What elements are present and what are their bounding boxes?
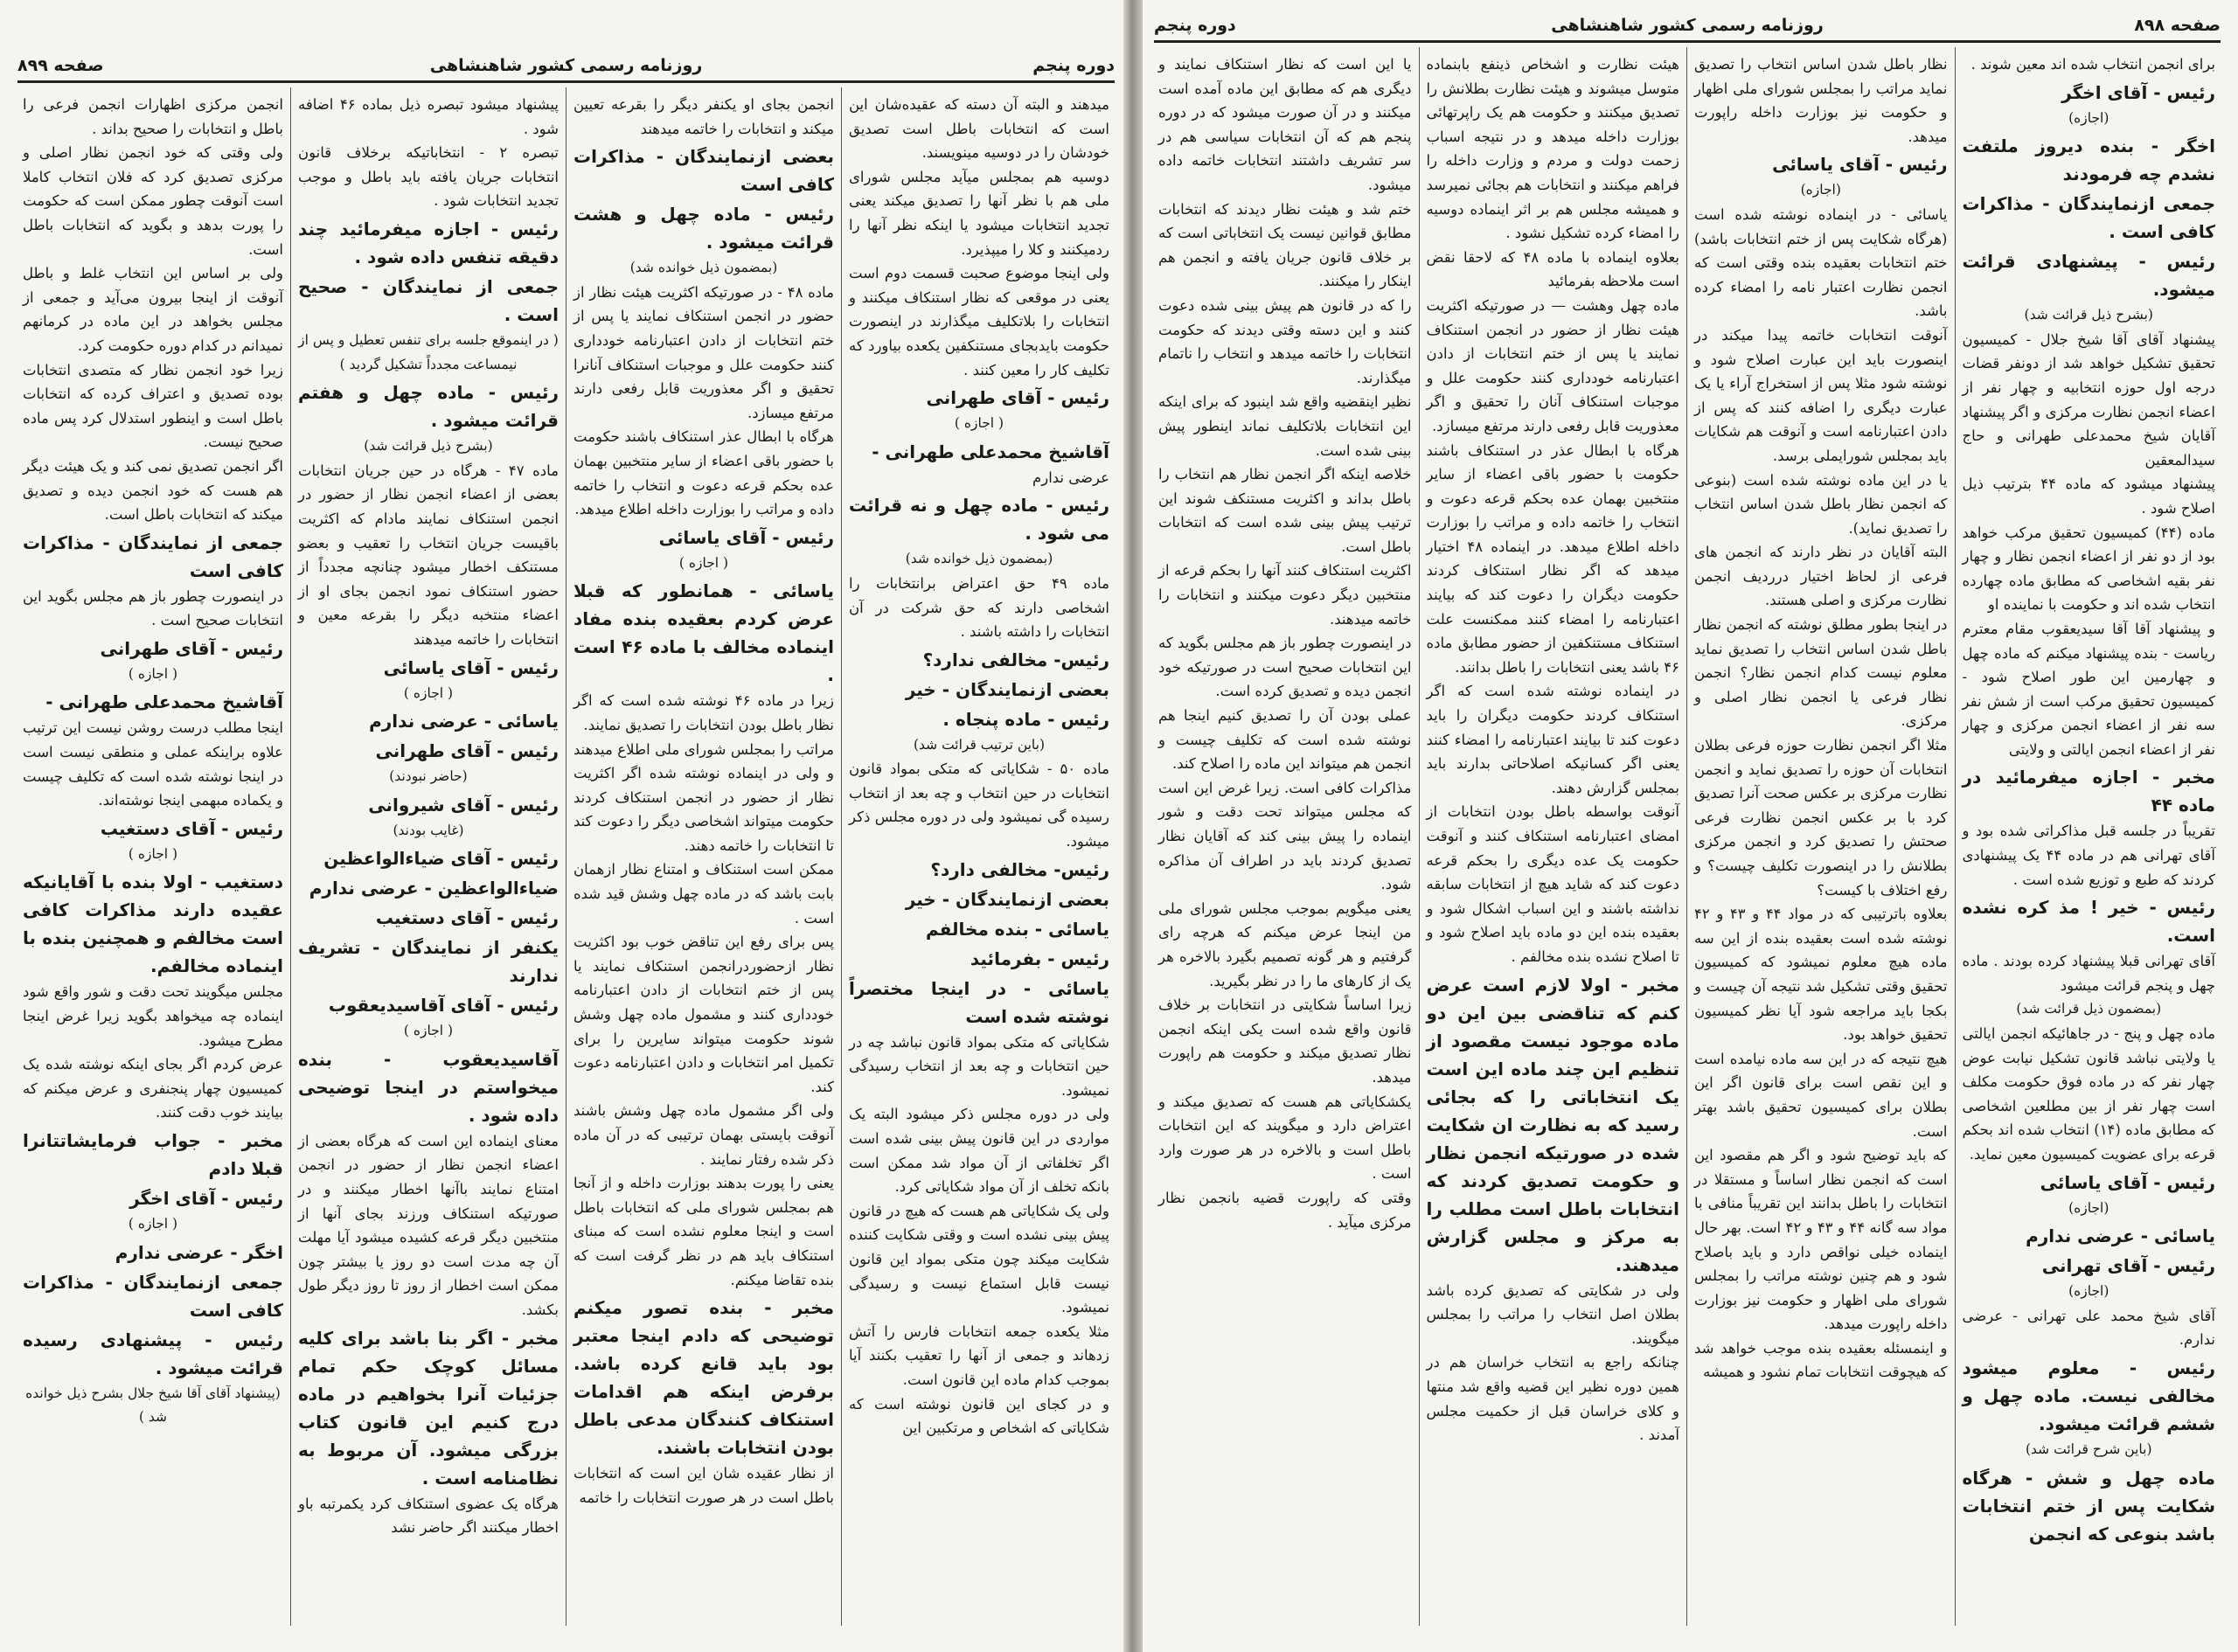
speaker-line: جمعی ازنمایندگان - مذاکرات کافی است . xyxy=(1962,193,2215,243)
paragraph: ختم شد و هیئت نظار دیدند که انتخابات مطابق قوانین نیست یک انتخاباتی است که بر خلاف قانون جریان یافته و انجمن هم اینکار را میکنند. xyxy=(1158,200,1412,290)
paragraph: و اینمسئله بعقیده بنده موجب خواهد شد که هیچوقت انتخابات تمام نشود و همیشه xyxy=(1694,1339,1948,1381)
speaker-line: آقاشیخ محمدعلی طهرانی - xyxy=(45,691,283,713)
procedural-note: ( در اینموقع جلسه برای تنفس تعطیل و پس از نیمساعت مجدداً تشکیل گردید ) xyxy=(298,331,559,372)
paragraph: را که در قانون هم پیش بینی شده دعوت کنند و این دسته وقتی دیدند که حکومت انتخابات را خاتمه میدهد و انتخاب را ناتمام میگذارند. xyxy=(1158,296,1412,386)
paragraph: ماده چهل و پنج - در جاهائیکه انجمن ایالتی یا ولایتی نباشد قانون تشکیل نیابت عوض چهار نفر که در ماده فوق حکومت مکلف است چهار نفر از بین مطلعین اشخاصی که مطابق ماده (۱۴) انتخاب شده اند بحکم قرعه برای عضویت کمیسیون معین نماید. xyxy=(1962,1025,2215,1163)
procedural-note: (بمضمون ذیل قرائت شد) xyxy=(2016,1001,2162,1017)
paragraph: هیچ نتیجه که در این سه ماده نیامده است و این نقص است برای قانون اگر این بطلان برای کمیسیون تحقیق باشد بهتر است. xyxy=(1694,1050,1948,1140)
procedural-note: (پیشنهاد آقای آقا شیخ جلال بشرح ذیل خوانده شد ) xyxy=(25,1385,281,1426)
procedural-note: (غایب بودند) xyxy=(393,822,464,838)
speaker-line: مخبر - اگر بنا باشد برای کلیه مسائل کوچک حکم تمام جزئیات آنرا بخواهیم در ماده درج کنیم این قانون کتاب بزرگی میشود. آن مربوط به نظامنامه است . xyxy=(298,1327,559,1489)
speaker-line: یاسائی - همانطور که قبلا عرض کردم بعقیده بنده مفاد اینماده مخالف با ماده ۴۶ است . xyxy=(573,580,834,686)
speaker-line: رئیس - آقای یاسائی xyxy=(658,526,834,548)
speaker-line: مخبر - بنده تصور میکنم توضیحی که دادم اینجا معتبر بود باید قانع کرده باشد. برفرض اینکه هم اقدامات استنکاف کنندگان مدعی باطل بودن انتخابات باشند. xyxy=(573,1297,834,1459)
paragraph: ممکن است استنکاف و امتناع نظار ازهمان بابت باشد که در ماده چهل وشش قید شده است . xyxy=(573,861,834,927)
paragraph: زیرا در ماده ۴۶ نوشته شده است که اگر نظار باطل بودن انتخابات را تصدیق نمایند. xyxy=(573,692,834,733)
right-page-header-rule xyxy=(1154,40,2221,43)
paragraph: ولی در دوره مجلس ذکر میشود البته یک مواردی در این قانون پیش بینی شده است اگر تخلفاتی از آن مواد شد ممکن است بانکه تخلف از آن مواد شکایاتی کرد. xyxy=(849,1106,1109,1196)
speaker-line: رئیس - آقای اخگر xyxy=(2061,81,2215,103)
procedural-note: (باین شرح قرائت شد) xyxy=(2026,1440,2152,1457)
speaker-line: رئیس - آقای طهرانی xyxy=(926,387,1109,409)
paragraph: که باید توضیح شود و اگر هم مقصود این است که انجمن نظار اساساً و مستقلا در انتخابات را باطل بدانند این تقریباً منافی با مواد سه گانه ۴۴ و ۴۳ و ۴۲ است. بهر حال اینماده خیلی نواقص دارد و باید باصلاح شود و هم چنین نوشته مراتب را بمجلس شورای ملی اظهار و حکومت نیز بوزارت داخله راپورت میدهد. xyxy=(1694,1147,1948,1333)
procedural-note: (حاضر نبودند) xyxy=(389,768,468,785)
paragraph: آقای شیخ محمد علی تهرانی - عرضی ندارم. xyxy=(1962,1307,2215,1349)
speaker-line: جمعی از نمایندگان - صحیح است . xyxy=(298,275,559,325)
paragraph: البته آقایان در نظر دارند که انجمن های فرعی از لحاظ اختیار درردیف انجمن نظارت مرکزی و اصلی هستند. xyxy=(1694,544,1948,609)
paragraph: معنای اینماده این است که هرگاه بعضی از اعضاء انجمن نظار از حضور در انجمن امتناع نمایند باآنها اخطار میکنند و در صورتیکه استنکاف ورزند بجای آنها از منتخبین دیگر قرعه کشیده میشود آیا مهلت آن چه مدت است دو روز یا بیشتر چون ممکن است اخطار از روز تا روز دیگر طول بکشد. xyxy=(298,1132,559,1319)
speaker-line: رئیس - معلوم میشود مخالفی نیست. ماده چهل و ششم قرائت میشود. xyxy=(1962,1357,2215,1434)
speaker-line: بعضی ازنمایندگان - مذاکرات کافی است xyxy=(573,146,834,196)
right-page-column-1 xyxy=(1955,47,2223,1626)
speaker-line: آقاسیدیعقوب - بنده میخواستم در اینجا توضیحی داده شود . xyxy=(298,1048,559,1126)
right-page-column-2 xyxy=(1686,47,1955,1626)
paragraph: ولی یک شکایاتی هم هست که هیچ در قانون پیش بینی نشده است و وقتی شکایت کننده شکایت میکند چون متکی بمواد این قانون نیست قابل استماع نیست و رسیدگی نمیشود. xyxy=(849,1202,1109,1316)
paragraph: ولی اگر مشمول ماده چهل وشش باشند آنوقت بایستی بهمان ترتیبی که در آن ماده ذکر شده رفتار نمایند . xyxy=(573,1102,834,1168)
speaker-line: ماده چهل و شش - هرگاه شکایت پس از ختم انتخابات باشد بنوعی که انجمن xyxy=(1962,1467,2215,1544)
speaker-line: جمعی ازنمایندگان - مذاکرات کافی است xyxy=(23,1271,283,1321)
speaker-line: رئیس - آقای آقاسیدیعقوب xyxy=(328,995,559,1017)
paragraph: پیشنهاد میشود که ماده ۴۴ بترتیب ذیل اصلاح شود . xyxy=(1962,475,2216,517)
paragraph: و پیشنهاد آقا آقا سیدیعقوب مقام معترم ریاست - بنده پیشنهاد میکنم که ماده چهل و چهارمین این طور اصلاح شود - کمیسیون تحقیق مرکب است از شش نفر سه نفر از اعضاء انجمن مرکزی و چهار نفر از اعضاء انجمن ایالتی و ولایتی xyxy=(1962,620,2215,758)
right-page-newspaper-title: روزنامه رسمی کشور شاهنشاهی xyxy=(1551,16,1824,35)
left-page-number: صفحه ۸۹۹ xyxy=(17,56,104,75)
paragraph: زیرا اساساً شکایتی در انتخابات بر خلاف قانون واقع شده است یکی اینکه انجمن نظار تصدیق میکند و حکومت هم راپورت میدهد. xyxy=(1158,996,1412,1086)
paragraph: هرگاه با ابطال عذر در استنکاف باشند حکومت با حضور باقی اعضاء از سایر منتخبین بهمان عده بحکم قرعه دعوت و انتخاب را خاتمه داده و مراتب را بوزارت داخله اطلاع میدهد. در اینماده ۴۸ اختیار میدهد که اگر نظار استنکاف کردند حکومت دیگران را دعوت کند که بیایند اعتبارنامه را امضاء کنند ممکنست علت استنکاف مستنکفین از حضور مطابق ماده ۴۶ باشد یعنی انتخابات را باطل بدانند. xyxy=(1426,441,1680,676)
paragraph: عرضی ندارم xyxy=(1032,469,1109,486)
procedural-note: (اجازه) xyxy=(2068,1283,2109,1300)
speaker-line: رئیس- مخالفی ندارد؟ xyxy=(922,649,1109,670)
right-page-header xyxy=(1154,10,2221,40)
speaker-line: رئیس - آقای شیروانی xyxy=(368,794,559,816)
speaker-line: رئیس - آقای دستغیب xyxy=(375,907,559,929)
procedural-note: ( اجازه ) xyxy=(403,684,454,701)
paragraph: هیئت نظارت و اشخاص ذینفع بابنماده متوسل میشوند و هیئت نظارت بطلانش را تصدیق میکنند و حکومت هم یک راپرتهائی بوزارت داخله میدهد و در نتیجه اسباب زحمت دولت و مردم و وزارت داخله را فراهم میکنند و انتخابات هم بجائی نمیرسد و همیشه مجلس هم بر اثر اینماده دوسیه را امضاء کرده تشکیل نشود . xyxy=(1426,56,1679,242)
speaker-line: بعضی ازنمایندگان - خیر xyxy=(905,888,1109,910)
left-page-columns xyxy=(16,87,1116,1626)
right-page-number: صفحه ۸۹۸ xyxy=(2134,16,2221,35)
paragraph: ماده چهل وهشت — در صورتیکه اکثریت هیئت نظار از حضور در انجمن استنکاف نمایند یا پس از ختم انتخابات از دادن اعتبارنامه خودداری کنند حکومت علل و موجبات استنکاف آنان را تحقیق و اگر معذوریت قابل رفعی دارند مرتفع میسازد. xyxy=(1426,296,1679,434)
speaker-line: رئیس - آقای طهرانی xyxy=(100,637,283,659)
speaker-line: رئیس - ماده پنجاه . xyxy=(942,708,1109,730)
paragraph: مراتب را بمجلس شورای ملی اطلاع میدهند و ولی در اینماده نوشته شده اگر اکثریت نظار از حضور در انجمن استنکاف کردند حکومت میتواند اشخاصی دیگر را دعوت کند تا انتخابات را خاتمه دهند. xyxy=(573,740,834,854)
paragraph: آقای تهرانی قبلا پیشنهاد کرده بودند . ماده چهل و پنجم قرائت میشود xyxy=(1962,953,2215,994)
speaker-line: رئیس - آقای طهرانی xyxy=(375,740,559,762)
paragraph: اکثریت استنکاف کنند آنها را بحکم قرعه از منتخبین دیگر دعوت میکنند و انتخابات را خاتمه میدهند. xyxy=(1158,562,1412,628)
procedural-note: (بشرح ذیل قرائت شد) xyxy=(2024,307,2153,323)
speaker-line: رئیس - بفرمائید xyxy=(970,947,1109,969)
paragraph: تقریباً در جلسه قبل مذاکراتی شده بود و آقای تهرانی هم در ماده ۴۴ یک پیشنهادی کردند که طبع و توزیع شده است . xyxy=(1962,823,2216,888)
speaker-line: رئیس - اجازه میفرمائید چند دقیقه تنفس داده شود . xyxy=(298,218,559,267)
paragraph: انجمن بجای او یکنفر دیگر را بقرعه تعیین میکند و انتخابات را خاتمه میدهند xyxy=(573,96,834,137)
speaker-line: یاسائی - عرضی ندارم xyxy=(2026,1225,2215,1247)
speaker-line: رئیس - ماده چهل و نه قرائت می شود . xyxy=(849,495,1109,545)
paragraph: انجمن مرکزی اظهارات انجمن فرعی را باطل و انتخابات را صحیح بداند . xyxy=(23,96,283,137)
speaker-line: مخبر - اولا لازم است عرض کنم که تناقضی بین این دو ماده موجود نیست مقصود از تنظیم این چند ماده این است یک انتخاباتی را که بجائی رسید که به نظارت ان شکایت شده در صورتیکه انجمن نظار و حکومت تصدیق کردند که انتخابات باطل است مطلب را به مرکز و مجلس گزارش میدهند. xyxy=(1426,974,1679,1275)
procedural-note: (بمضمون ذیل خوانده شد) xyxy=(629,260,778,276)
paragraph: یعنی میگویم بموجب مجلس شورای ملی من اینجا عرض میکنم که هرچه رای گرفتیم و هر گونه تصمیم بگیرد بالاخره هر یک از کارهای ما را در نظر بگیرید. xyxy=(1158,899,1412,989)
paragraph: خلاصه اینکه اگر انجمن نظار هم انتخاب را باطل بداند و اکثریت مستنکف شوند این ترتیب پیش بینی شده است که انتخابات باطل است. xyxy=(1158,466,1412,555)
paragraph: مجلس میگویند تحت دقت و شور واقع شود اینماده چه میخواهد بگوید زیرا غرض اینجا مطرح میشود. xyxy=(23,983,283,1049)
procedural-note: ( اجازه ) xyxy=(403,1023,454,1039)
paragraph: در اینجا بطور مطلق نوشته که انجمن نظار باطل شدن اساس انتخاب را تصدیق نماید معلوم نیست کدام انجمن نظار؟ انجمن نظار فرعی یا انجمن نظار اصلی و مرکزی. xyxy=(1694,616,1948,730)
paragraph: تبصره ۲ - انتخاباتیکه برخلاف قانون انتخابات جریان یافته باید باطل و موجب تجدید انتخابات شود . xyxy=(298,144,560,210)
speaker-line: رئیس - پیشنهادی قرائت میشود. xyxy=(1962,251,2215,301)
speaker-line: دستغیب - اولا بنده با آقایانیکه عقیده دارند مذاکرات کافی است مخالفم و همچنین بنده با اینماده مخالفم. xyxy=(23,871,283,977)
procedural-note: ( اجازه ) xyxy=(128,845,178,862)
paragraph: در اینصورت چطور باز هم مجلس بگوید این انتخابات صحیح است . xyxy=(23,587,283,629)
speaker-line: رئیس - ماده چهل و هشت قرائت میشود . xyxy=(573,204,834,253)
paragraph: و در کجای این قانون نوشته است که شکایاتی که اشخاص و مرتکبین این xyxy=(849,1395,1109,1437)
paragraph: نظار باطل شدن اساس انتخاب را تصدیق نماید مراتب را بمجلس شورای ملی اظهار و حکومت نیز بوزارت داخله راپورت میدهد. xyxy=(1694,56,1948,145)
paragraph: وقتی که راپورت قضیه بانجمن نظار مرکزی میآید . xyxy=(1158,1189,1412,1231)
paragraph: پیشنهاد میشود تبصره ذیل بماده ۴۶ اضافه شود . xyxy=(298,96,559,137)
speaker-line: یاسائی - بنده مخالفم xyxy=(925,918,1109,940)
procedural-note: (اجازه) xyxy=(1800,182,1841,198)
paragraph: ولی بر اساس این انتخاب غلط و باطل آنوقت از اینجا بیرون می‌آید و جمعی از مجلس بخواهد در این ماده در کرمانهم نمیدانم در کدام دوره حکومت کرد. xyxy=(23,265,283,354)
speaker-line: رئیس - آقای ضیاءالواعظین xyxy=(323,848,559,870)
procedural-note: (بمضمون ذیل خوانده شد) xyxy=(905,551,1053,567)
right-page-columns xyxy=(1151,47,2222,1626)
procedural-note: (بشرح ذیل قرائت شد) xyxy=(364,438,493,455)
paragraph: بعلاوه باترتیبی که در مواد ۴۴ و ۴۳ و ۴۲ نوشته شده است بعقیده بنده از این سه ماده هیچ معلوم نمیشود که کمیسیون تحقیق وقتی تشکیل شد نتیجه آن چیست و بکجا باید مراجعه شود آیا نظر کمیسیون تحقیق خواهد بود. xyxy=(1694,906,1948,1044)
paragraph: ماده (۴۴) کمیسیون تحقیق مرکب خواهد بود از دو نفر از اعضاء انجمن نظار و چهار نفر بقیه اشخاصی که مطابق ماده چهارده انتخاب شده اند و حکومت با نماینده او xyxy=(1962,524,2215,614)
paragraph: یا در این ماده نوشته شده است (بنوعی که انجمن نظار باطل شدن اساس انتخاب را تصدیق نماید). xyxy=(1694,471,1948,537)
paragraph: میدهند و البته آن دسته که عقیده‌شان این است که انتخابات باطل است تصدیق خودشان را در دوسیه مینویسند. xyxy=(849,96,1109,162)
paragraph: یا این است که نظار استنکاف نمایند و دیگری هم که مطابق این ماده آمده است میکنند و در آن صورت میشود که در دوره پنجم هم که آن انتخابات سیاسی هم در سر تشریف داشتند انتخابات خاتمه داده میشود. xyxy=(1158,56,1412,193)
page-gutter xyxy=(1123,0,1143,1652)
paragraph: ولی در شکایتی که تصدیق کرده باشد بطلان اصل انتخاب را مراتب را بمجلس ميگويند. xyxy=(1426,1281,1679,1347)
paragraph: برای انجمن انتخاب شده اند معین شوند . xyxy=(1970,56,2215,73)
speaker-line: رئیس - ماده چهل و هفتم قرائت میشود . xyxy=(298,382,559,432)
paragraph: هرگاه با ابطال عذر استنکاف باشند حکومت با حضور باقی اعضاء از سایر منتخبین بهمان عده بحکم قرعه دعوت و انتخاب را خاتمه داده و مراتب را بوزارت داخله اطلاع میدهد. xyxy=(573,428,834,518)
speaker-line: رئیس - آقای یاسائی xyxy=(2040,1171,2215,1193)
left-page-column-1 xyxy=(841,87,1116,1626)
paragraph: ماده ۴۷ - هرگاه در حین جریان انتخابات بعضی از اعضاء انجمن نظار از حضور در انجمن استنکاف نمایند مادام که اکثریت باقیست جریان انتخاب را تعقیب و بعضو مستنکف اخطار میشود چنانچه مجدداً از حضور استنکاف نمود انجمن بجای او از اعضاء منتخبه دیگر را بقرعه معین و انتخابات را خاتمه میدهند xyxy=(298,462,559,648)
right-page xyxy=(1132,0,2238,1652)
paragraph: مذاکرات کافی است. زیرا غرض این است که مجلس میتواند تحت دقت و شور اینماده را پیش بینی کند که آقایان نظار تصدیق کردند باید در اطراف آن مذاکره شود. xyxy=(1158,779,1412,893)
speaker-line: رئیس - آقای اخگر xyxy=(129,1188,283,1209)
left-page-header-rule xyxy=(17,80,1115,83)
speaker-line: مخبر - اجازه میفرمائید در ماده ۴۴ xyxy=(1962,767,2215,816)
paragraph: ماده ۴۸ - در صورتیکه اکثریت هیئت نظار از حضور در انجمن استنکاف نمایند یا پس از ختم انتخابات از دادن اعتبارنامه خودداری کنند حکومت علل و موجبات استنکاف آنانرا تحقیق و اگر معذوریت قابل رفعی دارند مرتفع میسازد. xyxy=(573,283,834,421)
speaker-line: رئیس - خیر ! مذ کره نشده است. xyxy=(1962,897,2215,947)
speaker-line: بعضی ازنمایندگان - خیر xyxy=(905,678,1109,700)
speaker-line: رئیس - آقای یاسائی xyxy=(1772,154,1948,176)
paragraph: شکایاتی که متکی بمواد قانون نباشد چه در حین انتخابات و چه بعد از انتخاب رسیدگی نمیشود. xyxy=(849,1033,1109,1099)
speaker-line: رئیس- مخالفی دارد؟ xyxy=(930,858,1109,880)
speaker-line: رئیس - آقای تهرانی xyxy=(2041,1255,2215,1277)
paragraph: نظیر اینقضیه واقع شد اینبود که برای اینکه این انتخابات بلاتکلیف نماند اینطور پیش بینی شده است. xyxy=(1158,393,1412,459)
paragraph: ولی اینجا موضوع صحبت قسمت دوم است یعنی در موقعی که نظار استنکاف میکنند و انتخابات را بلاتکلیف میگذارند در اینصورت حکومت بایدبجای مستنکفین یکعده بیاورد که تکلیف کار را معین کنند . xyxy=(849,265,1109,378)
procedural-note: (اجازه) xyxy=(2068,109,2109,126)
paragraph: اینجا مطلب درست روشن نیست این ترتیب علاوه براینکه عملی و منطقی نیست است در اینجا نوشته شده است که تکلیف چیست و یکماده مبهمی اینجا نوشته‌اند. xyxy=(23,719,283,809)
paragraph: هرگاه یک عضوی استنکاف کرد یکمرتبه باو اخطار میکنند اگر حاضر نشد xyxy=(298,1495,559,1537)
speaker-line: یاسائی - عرضی ندارم xyxy=(369,711,559,732)
procedural-note: (باین ترتیب قرائت شد) xyxy=(913,736,1046,753)
paragraph: بعلاوه اینماده با ماده ۴۸ که لاحقا نقض است ملاحظه بفرمائید xyxy=(1426,248,1680,290)
paragraph: زیرا خود انجمن نظار که متصدی انتخابات بوده تصدیق و اعتراف کرده که انتخابات باطل است و اینطور استدلال کرد پس ماده صحیح نیست. xyxy=(23,361,283,451)
speaker-line: اخگر - عرضی ندارم xyxy=(115,1241,283,1263)
left-page-volume: دوره پنجم xyxy=(1032,56,1115,75)
procedural-note: ( اجازه ) xyxy=(128,665,178,682)
paragraph: آنوقت بواسطه باطل بودن انتخابات از امضای اعتبارنامه استنکاف کنند و آنوقت حکومت یک عده دیگری را بحکم قرعه دعوت کند که شاید هیچ از انتخابات سابقه نداشته باشند و این اسباب اشکال شود و بعقیده بنده این دو ماده باید اصلاح شود و تا اصلاح نشده بنده مخالفم . xyxy=(1426,803,1679,965)
paragraph: پس برای رفع این تناقض خوب بود اکثریت نظار ازحضوردرانجمن استنکاف نمایند یا پس از ختم انتخابات از دادن اعتبارنامه خودداری کنند و مشمول ماده چهل وشش شوند حکومت میتواند سایرین را برای تکمیل امر انتخابات و دادن اعتبارنامه دعوت کند. xyxy=(573,934,834,1095)
speaker-line: جمعی از نمایندگان - مذاکرات کافی است xyxy=(23,531,283,581)
left-page-column-2 xyxy=(566,87,841,1626)
right-page-volume: دوره پنجم xyxy=(1154,16,1236,35)
paragraph: چنانکه راجع به انتخاب خراسان هم در همین دوره نظیر این قضیه واقع شد منتها و کلای خراسان قبل از حکمیت مجلس آمدند . xyxy=(1426,1354,1679,1444)
left-page-newspaper-title: روزنامه رسمی کشور شاهنشاهی xyxy=(429,56,703,75)
paragraph: دوسیه هم بمجلس میآید مجلس شورای ملی هم با نظر آنها را تصدیق میکند یعنی تجدید انتخابات میشود یا اینکه نظر آنها را ردمیکنند و کلا را میپذیرد. xyxy=(849,168,1109,258)
speaker-line: ضیاءالواعظین - عرضی ندارم xyxy=(309,878,559,899)
paragraph: عرض کردم اگر بجای اینکه نوشته شده یک کمیسیون چهار پنجنفری و عرض میکنم که بیایند خوب دقت کنند. xyxy=(23,1056,283,1121)
left-page-column-4 xyxy=(16,87,290,1626)
paragraph: یاسائی - در اینماده نوشته شده است (هرگاه شکایت پس از ختم انتخابات باشد) ختم انتخابات بعقیده بنده وقتی است که انجمن نظارت اعتبار نامه را امضاء کرده باشد. xyxy=(1694,205,1948,320)
procedural-note: (اجازه) xyxy=(2068,1199,2109,1216)
paragraph: یکشکایاتی هم هست که تصدیق میکند و اعتراض دارد و میگویند که این انتخابات باطل است و بالاخره در هر صورت وارد است . xyxy=(1158,1093,1412,1183)
paragraph: ولی وقتی که خود انجمن نظار اصلی و مرکزی تصدیق کرد که فلان انتخاب کاملا است آنوقت چطور ممکن است که حکومت را پورت بدهد و بگوید که انتخابات باطل است. xyxy=(23,144,283,258)
paragraph: اگر انجمن تصدیق نمی کند و یک هیئت دیگر هم هست که خود انجمن دیده و تصدیق میکند که انتخابات باطل است. xyxy=(23,457,283,524)
right-page-column-4 xyxy=(1151,47,1419,1626)
speaker-line: اخگر - بنده دیروز ملتفت نشدم چه فرمودند xyxy=(1962,135,2215,185)
speaker-line: یاسائی - در اینجا مختصراً نوشته شده است xyxy=(849,977,1109,1027)
speaker-line: رئیس - آقای دستغیب xyxy=(100,817,283,839)
paragraph: در اینصورت چطور باز هم مجلس بگوید که این انتخابات صحیح است در صورتیکه خود انجمن دیده و تصدیق کرده است. xyxy=(1158,635,1412,700)
paragraph: مثلا یکعده جمعه انتخابات فارس را آتش زدهاند و جمعی از آنها را تعقیب بکنند آیا بموجب کدام ماده این قانون است. xyxy=(849,1322,1109,1388)
paragraph: پیشنهاد آقای آقا شیخ جلال - کمیسیون تحقیق تشکیل خواهد شد از دونفر قضات درجه اول حوزه انتخابیه و چهار نفر از اعضاء انجمن نظارت مرکزی و اگر پیشنهاد آقایان شیخ محمدعلی طهرانی و حاج سیدالمعقین xyxy=(1962,330,2215,469)
paragraph: مثلا اگر انجمن نظارت حوزه فرعی بطلان انتخابات آن حوزه را تصدیق نماید و انجمن نظارت مرکزی بر عکس صحت آنرا تصدیق کرد با بر عکس انجمن نظارت فرعی صحتش را تصدیق کرد و انجمن مرکزی بطلانش را در اینصورت تکلیف چیست؟ و رفع اختلاف با کیست؟ xyxy=(1694,737,1948,899)
right-page-column-3 xyxy=(1419,47,1687,1626)
speaker-line: رئیس - آقای یاسائی xyxy=(383,656,559,678)
procedural-note: ( اجازه ) xyxy=(954,415,1004,432)
speaker-line: یکنفر از نمایندگان - تشریف ندارند xyxy=(298,937,559,987)
left-page-column-3 xyxy=(290,87,566,1626)
speaker-line: مخبر - جواب فرمایشاتتانرا قبلا دادم xyxy=(23,1130,283,1179)
procedural-note: ( اجازه ) xyxy=(678,554,729,571)
speaker-line: رئیس - پیشنهادی رسیده قرائت میشود . xyxy=(23,1329,283,1378)
paragraph: یعنی را پورت بدهند بوزارت داخله و از آنجا هم بمجلس شورای ملی که انتخابات باطل است و اینجا معلوم نشده است که مبنای استنکاف باید هم در نظر گرفت است که بنده تقاضا میکنم. xyxy=(573,1175,834,1288)
speaker-line: آقاشیخ محمدعلی طهرانی - xyxy=(872,441,1109,462)
paragraph: در اینماده نوشته شده است که اگر استنکاف کردند حکومت دیگران را باید دعوت کند تا بیایند اعتبارنامه را امضاء کنند یعنی اگر کسانیکه اصلاحاتی بدارند باید بمجلس گزارش دهند. xyxy=(1426,683,1679,796)
paragraph: ماده ۵۰ - شکایاتی که متکی بمواد قانون انتخابات در حین انتخاب و چه بعد از انتخاب رسیده گی نمیشود ولی در دوره مجلس ذکر میشود. xyxy=(849,760,1109,850)
procedural-note: ( اجازه ) xyxy=(128,1216,178,1232)
paragraph: آنوقت انتخابات خاتمه پیدا میکند در اینصورت باید این عبارت اصلاح شود و نوشته شود مثلا پس از استخراج آراء یا یک عبارت دیگری را اضافه کنند که پس از دادن اعتبارنامه است و آنوقت هم شکایات باید بمجلس شورایملی برسد. xyxy=(1694,326,1948,464)
paragraph: ماده ۴۹ حق اعتراض برانتخابات را اشخاصی دارند که حق شرکت در آن انتخابات را داشته باشند . xyxy=(849,574,1109,641)
left-page-header xyxy=(17,51,1115,80)
paragraph: از نظار عقیده شان این است که انتخابات باطل است در هر صورت انتخابات را خاتمه xyxy=(573,1465,834,1506)
paragraph: عملی بودن آن را تصدیق کنیم اینجا هم نوشته شده است که تکلیف چیست و انجمن هم میتواند این ماده را اصلاح کند. xyxy=(1158,707,1412,773)
